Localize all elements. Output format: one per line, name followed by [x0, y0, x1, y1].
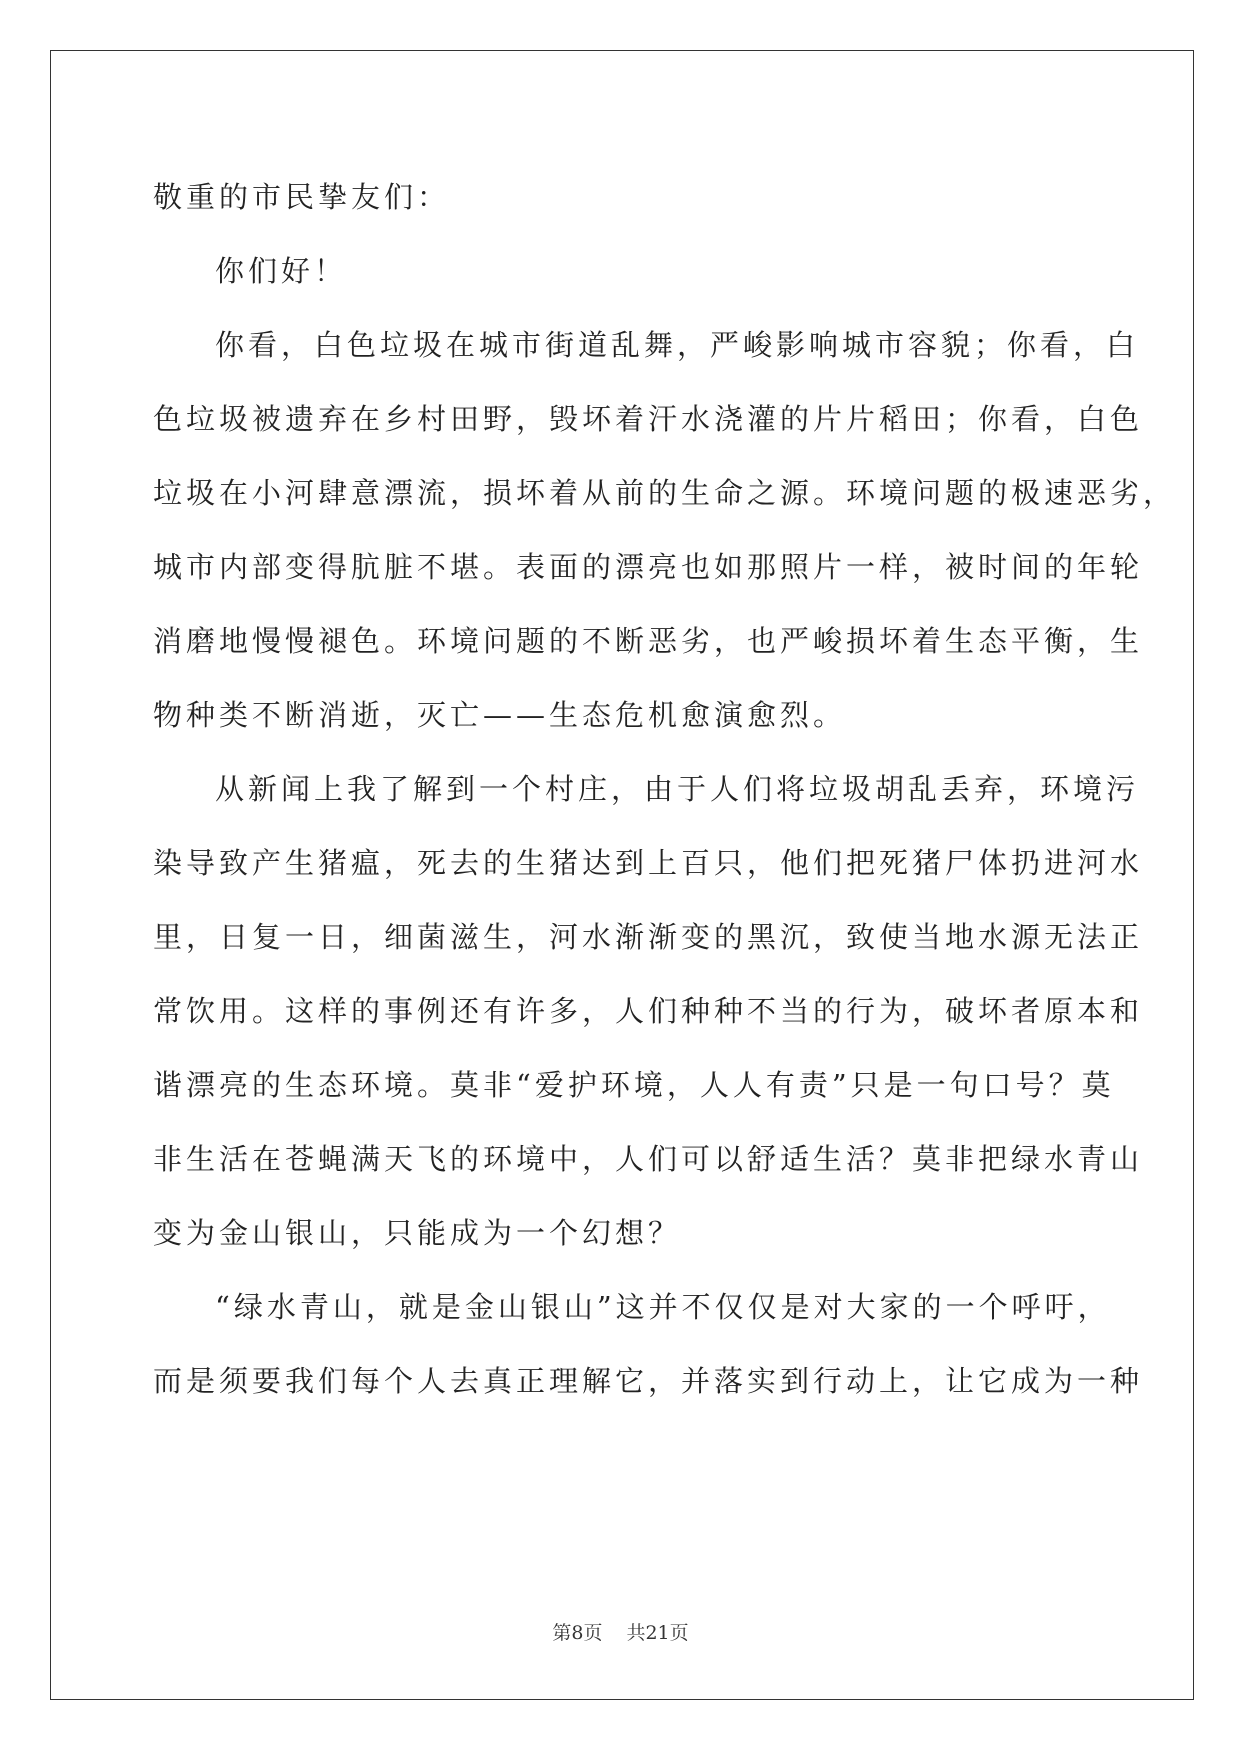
document-body — [153, 160, 1177, 1418]
paragraph-1-line: 物种类不断消逝，灭亡——生态危机愈演愈烈。 — [153, 698, 847, 732]
page-footer — [0, 1618, 1241, 1645]
paragraph-2-line: 变为金山银山，只能成为一个幻想？ — [153, 1216, 682, 1250]
paragraph-1-line: 垃圾在小河肆意漂流，损坏着从前的生命之源。环境问题的极速恶劣， — [153, 476, 1177, 510]
page-number-current: 第8页 — [552, 1622, 603, 1644]
paragraph-3-line: “绿水青山，就是金山银山”这并不仅仅是对大家的一个呼吁， — [215, 1290, 1111, 1324]
paragraph-3-line: 而是须要我们每个人去真正理解它，并落实到行动上，让它成为一种 — [153, 1364, 1144, 1398]
paragraph-1-line: 城市内部变得肮脏不堪。表面的漂亮也如那照片一样，被时间的年轮 — [153, 550, 1144, 584]
page-number-total: 共21页 — [626, 1622, 689, 1644]
paragraph-2-line: 里，日复一日，细菌滋生，河水渐渐变的黑沉，致使当地水源无法正 — [153, 920, 1144, 954]
salutation: 敬重的市民挚友们： — [153, 180, 451, 214]
paragraph-2-line: 谐漂亮的生态环境。莫非“爱护环境，人人有责”只是一句口号？莫 — [153, 1068, 1115, 1102]
paragraph-1-line: 色垃圾被遗弃在乡村田野，毁坏着汗水浇灌的片片稻田；你看，白色 — [153, 402, 1144, 436]
paragraph-1-line: 消磨地慢慢褪色。环境问题的不断恶劣，也严峻损坏着生态平衡，生 — [153, 624, 1144, 658]
paragraph-2-line: 从新闻上我了解到一个村庄，由于人们将垃圾胡乱丢弃，环境污 — [215, 772, 1140, 806]
paragraph-2-line: 非生活在苍蝇满天飞的环境中，人们可以舒适生活？莫非把绿水青山 — [153, 1142, 1144, 1176]
greeting: 你们好！ — [215, 254, 348, 288]
paragraph-2-line: 常饮用。这样的事例还有许多，人们种种不当的行为，破坏者原本和 — [153, 994, 1144, 1028]
paragraph-2-line: 染导致产生猪瘟，死去的生猪达到上百只，他们把死猪尸体扔进河水 — [153, 846, 1144, 880]
paragraph-1-line: 你看，白色垃圾在城市街道乱舞，严峻影响城市容貌；你看，白 — [215, 328, 1140, 362]
